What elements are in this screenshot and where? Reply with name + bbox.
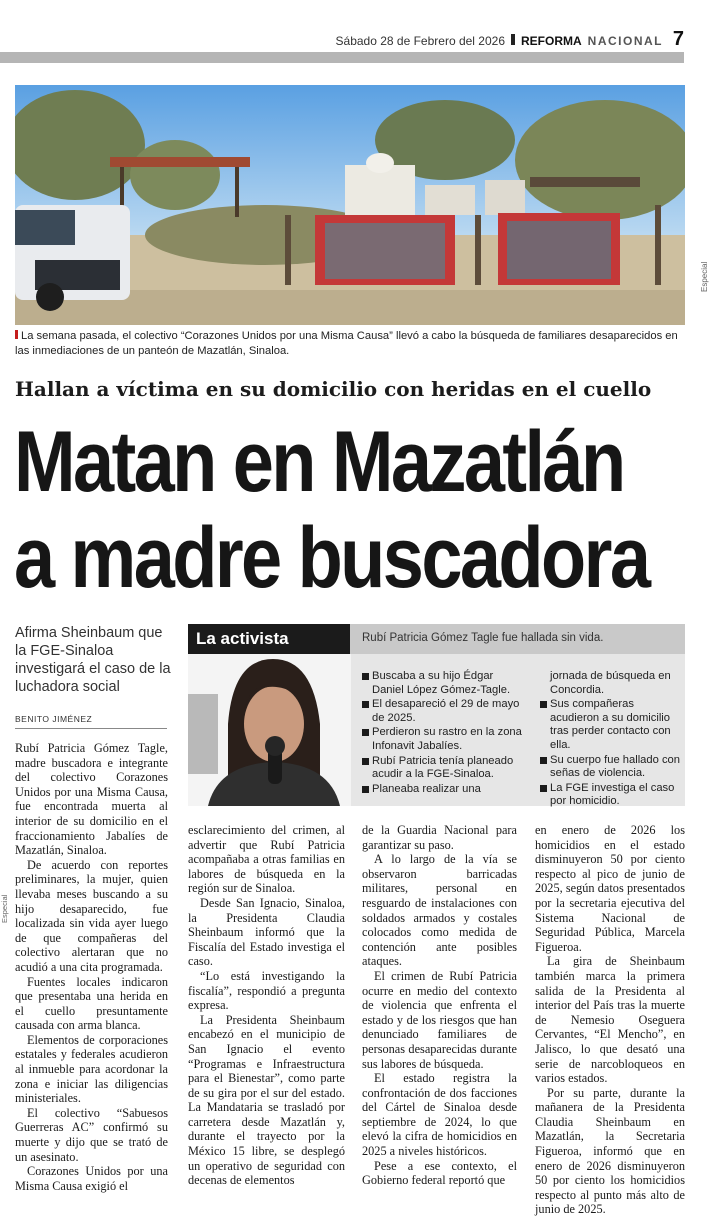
subhead: Afirma Sheinbaum que la FGE-Sinaloa investigará el caso de la luchadora social [15, 625, 171, 695]
fact-item: La FGE investiga el caso por homicidio. [540, 782, 680, 809]
paragraph: A lo largo de la vía se observaron barricadas militares, personal en resguardo de instalaciones con soldados armados y costales colocados como medida de contención ante posibles ataques. [362, 852, 517, 969]
paragraph: Desde San Ignacio, Sinaloa, la Presidenta Claudia Sheinbaum informó que la Fiscalía del Estado investiga el caso. [188, 895, 345, 969]
side-credit: Especial [0, 894, 9, 923]
fact-item: Planeaba realizar una [362, 783, 527, 797]
paragraph: Rubí Patricia Gómez Tagle, madre buscadora e integrante del colectivo Corazones Unidos por una Misma Causa, fue encontrada muerta al interior de su domicilio en el fraccionamiento Jabalíes de Mazatlán, Sinaloa. [15, 741, 168, 858]
fact-item: Su cuerpo fue hallado con señas de violencia. [540, 754, 680, 781]
article-column-3 [362, 823, 517, 1188]
header-separator [511, 34, 515, 45]
header-rule [0, 52, 684, 63]
article-column-1 [15, 741, 168, 1193]
fact-item: Buscaba a su hijo Édgar Daniel López Gómez-Tagle. [362, 670, 527, 697]
article-column-2 [188, 823, 345, 1188]
byline-rule [15, 728, 167, 729]
fact-item-continued: jornada de búsqueda en Concordia. [550, 670, 671, 696]
paragraph: El crimen de Rubí Patricia ocurre en medio del contexto de violencia que enfrenta el estado y de los riesgos que han denunciado familiares de personas desaparecidas durante sus labores de búsqueda. [362, 968, 517, 1071]
activist-portrait [188, 654, 351, 806]
sidebar-facts-left [362, 670, 527, 797]
header-date: Sábado 28 de Febrero del 2026 [335, 34, 505, 48]
fact-item: Perdieron su rastro en la zona Infonavit Jabalíes. [362, 726, 527, 753]
fact-item: El desapareció el 29 de mayo de 2025. [362, 698, 527, 725]
headline-line-1: Matan en Mazatlán [14, 414, 624, 510]
paragraph: Corazones Unidos por una Misma Causa exigió el [15, 1164, 168, 1193]
paragraph: La Presidenta Sheinbaum encabezó en el municipio de San Ignacio el evento “Programas e Infraestructura para el Bienestar”, como parte de su gira por el sur del estado. La Mandataria se trasladó por carretera desde Mazatlán y, durante el trayecto por la México 15 libre, se desplegó un operativo de seguridad con decenas de elementos [188, 1012, 345, 1188]
paragraph: El estado registra la confrontación de dos facciones del Cártel de Sinaloa desde septiembre de 2024, lo que elevó la cifra de homicidios en 2025 a niveles históricos. [362, 1071, 517, 1159]
paragraph: Fuentes locales indicaron que presentaba una herida en el cuello presuntamente causada con arma blanca. [15, 974, 168, 1033]
cemetery-photo [15, 85, 685, 325]
paragraph: esclarecimiento del crimen, al advertir que Rubí Patricia acompañaba a otras familias en labores de búsqueda en la región sur de Sinaloa. [188, 823, 345, 896]
caption-marker-icon [15, 330, 18, 339]
paragraph: Pese a ese contexto, el Gobierno federal reportó que [362, 1158, 517, 1188]
photo-caption-text: La semana pasada, el colectivo “Corazones Unidos por una Misma Causa” llevó a cabo la búsqueda de familiares desaparecidos en las inmediaciones de un panteón de Mazatlán, Sinaloa. [15, 330, 678, 357]
paragraph: De acuerdo con reportes preliminares, la mujer, quien llevaba meses buscando a su hijo desaparecido, fue localizada sin vida ayer luego de que compañeras del colectivo alertaran que no acudió a una cita programada. [15, 857, 168, 974]
paragraph: de la Guardia Nacional para garantizar su paso. [362, 823, 517, 852]
article-column-4 [535, 823, 685, 1217]
paragraph: La gira de Sheinbaum también marca la primera salida de la Presidenta al interior del País tras la muerte de Nemesio Oseguera Cervantes, “El Mencho”, en Jalisco, lo que desató una serie de narcobloqueos en varios estados. [535, 954, 685, 1086]
paragraph: Por su parte, durante la mañanera de la Presidenta Claudia Sheinbaum en Mazatlán, la Secretaria Figueroa, informó que en enero de 2026 disminuyeron 50 por ciento los homicidios respecto al punto más alto de junio de 2025. [535, 1085, 685, 1217]
byline: BENITO JIMÉNEZ [15, 714, 93, 724]
page-number: 7 [672, 28, 684, 50]
paragraph: El colectivo “Sabuesos Guerreras AC” confirmó su muerte y dijo que se trató de un asesinato. [15, 1105, 168, 1164]
sidebar-title: La activista [188, 624, 350, 654]
photo-credit: Especial [700, 261, 709, 292]
paragraph: “Lo está investigando la fiscalía”, respondió a pregunta expresa. [188, 968, 345, 1013]
sidebar-header: Rubí Patricia Gómez Tagle fue hallada sin vida. [362, 632, 604, 644]
paragraph: Elementos de corporaciones estatales y federales acudieron al inmueble para acordonar la zona e iniciar las diligencias ministeriales. [15, 1032, 168, 1106]
paragraph: en enero de 2026 los homicidios en el estado disminuyeron 50 por ciento respecto al pico de junio de 2025, según datos presentados por la secretaria ejecutiva del Sistema Nacional de Seguridad Pública, Marcela Figueroa. [535, 823, 685, 954]
kicker: Hallan a víctima en su domicilio con heridas en el cuello [15, 377, 652, 401]
photo-caption [15, 329, 685, 358]
fact-item: Sus compañeras acudieron a su domicilio tras perder contacto con ella. [540, 698, 680, 752]
page-header [336, 34, 663, 48]
headline-line-2: a madre buscadora [14, 510, 649, 606]
sidebar-facts-right [540, 670, 680, 810]
header-publication: REFORMA [521, 34, 582, 48]
headline [14, 414, 648, 606]
header-section: NACIONAL [587, 34, 663, 48]
fact-item: Rubí Patricia tenía planeado acudir a la FGE-Sinaloa. [362, 755, 527, 782]
